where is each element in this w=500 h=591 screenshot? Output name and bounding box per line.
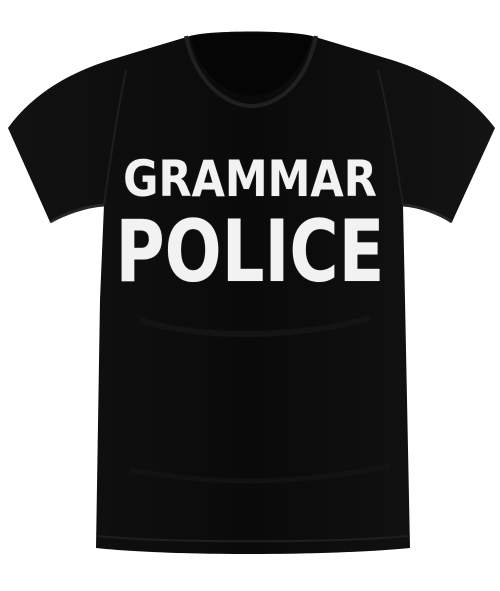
print-line-police: POLICE — [115, 202, 385, 302]
print-line-grammar: GRAMMAR — [123, 150, 377, 208]
